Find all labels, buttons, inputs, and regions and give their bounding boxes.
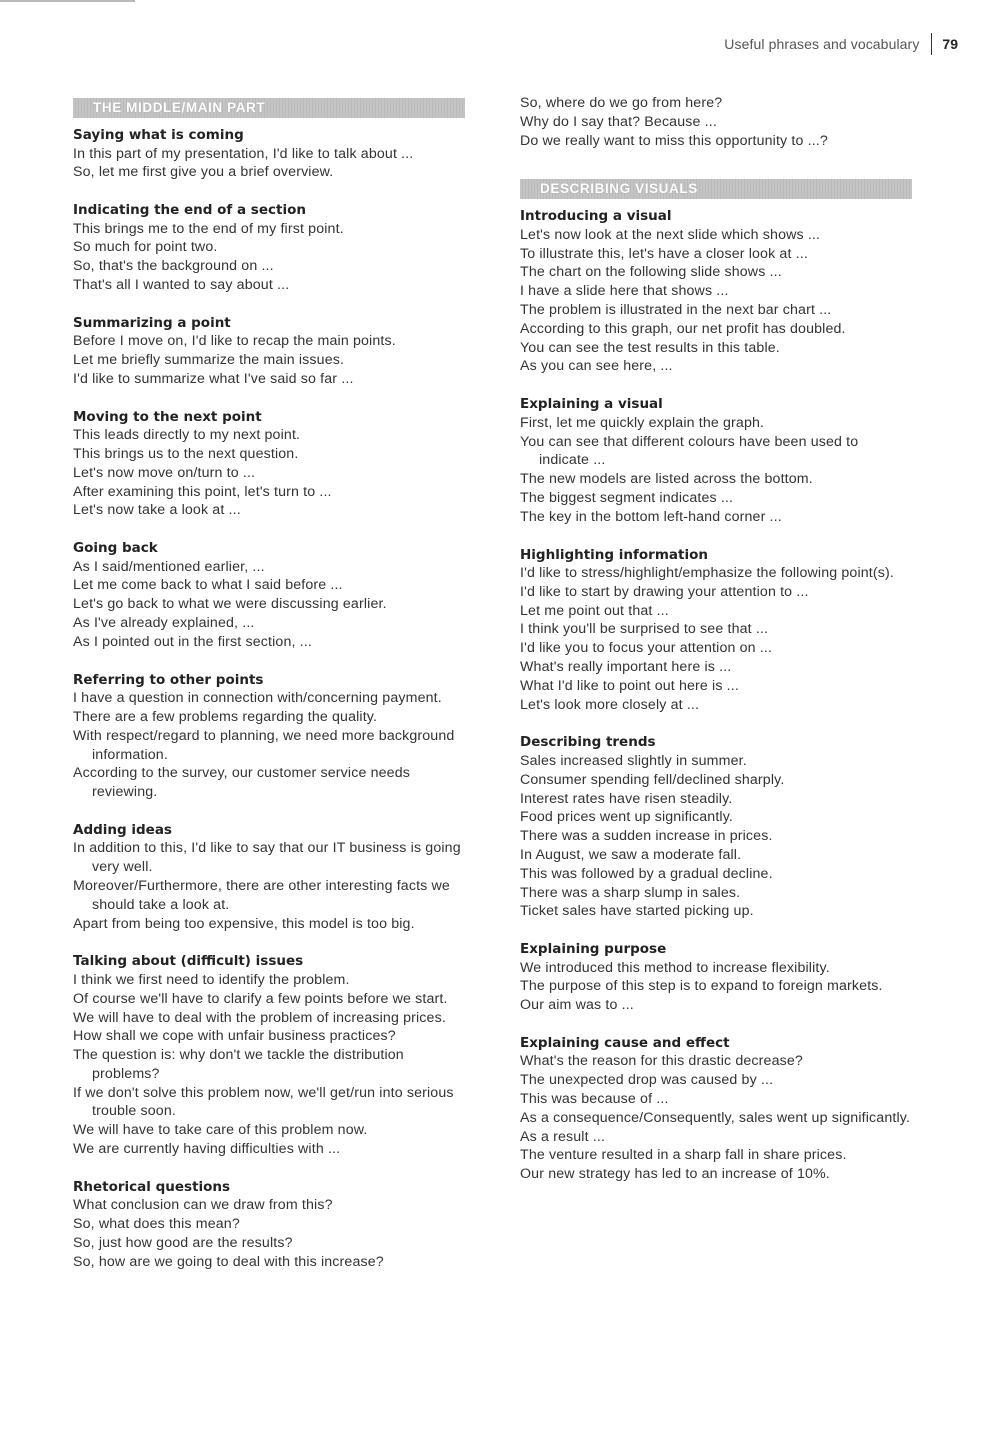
phrase-line: First, let me quickly explain the graph. (520, 414, 765, 431)
phrase-line: Food prices went up significantly. (520, 809, 734, 826)
phrase-line: There was a sharp slump in sales. (520, 884, 741, 901)
phrase-line: This was because of ... (520, 1091, 669, 1108)
phrase-list (73, 220, 465, 295)
phrase-line: Do we really want to miss this opportunity to ...? (520, 132, 828, 149)
phrase-group-title: Going back (73, 540, 158, 557)
phrase-group-title: Summarizing a point (73, 314, 231, 331)
phrase-line: What conclusion can we draw from this? (73, 1197, 333, 1214)
phrase-list (73, 839, 465, 933)
phrase-line: So, let me first give you a brief overview. (73, 164, 334, 181)
phrase-line: I have a slide here that shows ... (520, 283, 729, 300)
phrase-group (520, 207, 912, 376)
phrase-line: There are a few problems regarding the quality. (73, 708, 378, 725)
phrase-line: You can see the test results in this table. (520, 339, 780, 356)
phrase-line: I think you'll be surprised to see that ... (520, 621, 769, 638)
phrase-line: Let's now move on/turn to ... (73, 464, 256, 481)
phrase-line: The question is: why don't we tackle the distribution problems? (73, 1047, 404, 1082)
phrase-list (73, 1196, 465, 1271)
phrase-line: This leads directly to my next point. (73, 427, 301, 444)
phrase-line: Apart from being too expensive, this model is too big. (73, 915, 415, 932)
phrase-group (73, 408, 465, 520)
phrase-line: The venture resulted in a sharp fall in share prices. (520, 1147, 847, 1164)
phrase-line: The key in the bottom left-hand corner ... (520, 508, 782, 525)
phrase-line: I'd like you to focus your attention on ... (520, 640, 773, 657)
phrase-line: What's really important here is ... (520, 659, 732, 676)
phrase-line: With respect/regard to planning, we need more background information. (73, 727, 455, 763)
phrase-line: Our aim was to ... (520, 997, 634, 1014)
phrase-line: Let's now take a look at ... (73, 502, 241, 519)
phrase-group-title: Talking about (difficult) issues (73, 953, 304, 970)
phrase-group (520, 546, 912, 715)
phrase-list (73, 332, 465, 388)
phrase-group-title: Referring to other points (73, 671, 264, 688)
phrase-list (520, 414, 912, 527)
phrase-line: Interest rates have risen steadily. (520, 790, 733, 807)
phrase-group (73, 821, 465, 933)
top-rule (0, 0, 135, 2)
phrase-line: Consumer spending fell/declined sharply. (520, 771, 785, 788)
phrase-line: Let me come back to what I said before ... (73, 577, 343, 594)
phrase-line: You can see that different colours have been used to indicate ... (520, 433, 859, 469)
phrase-line: Why do I say that? Because ... (520, 113, 717, 130)
right-phrase-groups (520, 207, 912, 1184)
phrase-group (73, 126, 465, 182)
phrase-list (520, 752, 912, 921)
phrase-group (520, 733, 912, 921)
phrase-group (520, 1034, 912, 1184)
right-column (520, 95, 912, 1184)
phrase-line: After examining this point, let's turn to ... (73, 483, 332, 500)
phrase-line: Ticket sales have started picking up. (520, 903, 754, 920)
phrase-group (73, 952, 465, 1158)
right-intro-lines (520, 94, 912, 150)
phrase-line: As I've already explained, ... (73, 615, 255, 632)
phrase-group (73, 1178, 465, 1272)
phrase-line: I'd like to start by drawing your attention to ... (520, 583, 809, 600)
phrase-line: I'd like to summarize what I've said so far ... (73, 370, 354, 387)
phrase-line: So, just how good are the results? (73, 1234, 293, 1251)
phrase-line: As I pointed out in the first section, ... (73, 633, 312, 650)
phrase-group-title: Describing trends (520, 734, 656, 751)
phrase-line: What I'd like to point out here is ... (520, 677, 739, 694)
phrase-list (73, 145, 465, 183)
phrase-line: According to this graph, our net profit has doubled. (520, 320, 846, 337)
phrase-list (73, 426, 465, 520)
phrase-line: So, how are we going to deal with this increase? (73, 1253, 384, 1270)
phrase-line: We will have to take care of this problem now. (73, 1122, 368, 1139)
phrase-list (73, 689, 465, 802)
phrase-line: Let's look more closely at ... (520, 696, 700, 713)
phrase-line: Before I move on, I'd like to recap the main points. (73, 333, 396, 350)
phrase-line: If we don't solve this problem now, we'll get/run into serious trouble soon. (73, 1084, 454, 1120)
phrase-line: Let's now look at the next slide which shows ... (520, 226, 821, 243)
phrase-line: In August, we saw a moderate fall. (520, 846, 742, 863)
section-heading-main-part: THE MIDDLE/MAIN PART (73, 98, 465, 118)
phrase-line: Of course we'll have to clarify a few points before we start. (73, 990, 448, 1007)
phrase-line: How shall we cope with unfair business practices? (73, 1028, 396, 1045)
phrase-line: Our new strategy has led to an increase of 10%. (520, 1166, 830, 1183)
phrase-line: In addition to this, I'd like to say that our IT business is going very well. (73, 840, 461, 876)
phrase-group (73, 201, 465, 295)
phrase-line: Let me point out that ... (520, 602, 669, 619)
phrase-line: So, what does this mean? (73, 1216, 240, 1233)
running-header (724, 33, 958, 55)
phrase-line: As you can see here, ... (520, 358, 673, 375)
phrase-line: To illustrate this, let's have a closer look at ... (520, 245, 808, 262)
page-number: 79 (942, 36, 958, 52)
left-column (73, 98, 465, 1272)
phrase-line: The problem is illustrated in the next bar chart ... (520, 302, 832, 319)
phrase-group (73, 671, 465, 802)
phrase-line: The unexpected drop was caused by ... (520, 1072, 774, 1089)
phrase-line: This was followed by a gradual decline. (520, 865, 773, 882)
phrase-line: Let me briefly summarize the main issues. (73, 352, 345, 369)
left-phrase-groups (73, 126, 465, 1272)
phrase-group (520, 940, 912, 1015)
phrase-list (520, 564, 912, 714)
phrase-group-title: Adding ideas (73, 821, 172, 838)
phrase-group-title: Highlighting information (520, 546, 708, 563)
phrase-list (520, 226, 912, 376)
phrase-line: As I said/mentioned earlier, ... (73, 558, 265, 575)
phrase-line: According to the survey, our customer service needs reviewing. (73, 765, 411, 801)
phrase-group-title: Indicating the end of a section (73, 202, 306, 219)
phrase-line: What's the reason for this drastic decrease? (520, 1053, 803, 1070)
phrase-group-title: Introducing a visual (520, 208, 672, 225)
section-heading-describing-visuals: DESCRIBING VISUALS (520, 179, 912, 199)
phrase-list (520, 959, 912, 1015)
phrase-line: So much for point two. (73, 239, 218, 256)
phrase-line: The purpose of this step is to expand to foreign markets. (520, 978, 883, 995)
phrase-group-title: Rhetorical questions (73, 1178, 231, 1195)
phrase-line: In this part of my presentation, I'd like to talk about ... (73, 145, 414, 162)
phrase-line: Moreover/Furthermore, there are other interesting facts we should take a look at. (73, 878, 450, 913)
phrase-group (73, 314, 465, 389)
phrase-line: As a consequence/Consequently, sales went up significantly. (520, 1109, 911, 1126)
phrase-line: Sales increased slightly in summer. (520, 752, 747, 769)
phrase-line: The biggest segment indicates ... (520, 489, 734, 506)
phrase-line: We will have to deal with the problem of increasing prices. (73, 1009, 446, 1026)
phrase-line: Let's go back to what we were discussing earlier. (73, 596, 387, 613)
section-title: Useful phrases and vocabulary (724, 36, 920, 52)
phrase-group (73, 539, 465, 651)
phrase-line: We introduced this method to increase flexibility. (520, 959, 830, 976)
phrase-line: We are currently having difficulties with ... (73, 1141, 341, 1158)
phrase-list (73, 558, 465, 652)
phrase-group-title: Explaining a visual (520, 396, 663, 413)
phrase-line: This brings us to the next question. (73, 445, 299, 462)
phrase-line: As a result ... (520, 1128, 606, 1145)
phrase-group-title: Saying what is coming (73, 127, 244, 143)
phrase-line: The chart on the following slide shows ... (520, 264, 782, 281)
phrase-group-title: Moving to the next point (73, 408, 262, 425)
phrase-line: So, that's the background on ... (73, 258, 274, 275)
phrase-group-title: Explaining cause and effect (520, 1034, 730, 1051)
phrase-line: I think we first need to identify the problem. (73, 971, 350, 988)
header-divider (931, 33, 932, 55)
phrase-line: The new models are listed across the bottom. (520, 471, 813, 488)
phrase-line: So, where do we go from here? (520, 95, 723, 111)
phrase-line: There was a sudden increase in prices. (520, 828, 773, 845)
phrase-list (73, 971, 465, 1159)
phrase-line: I'd like to stress/highlight/emphasize the following point(s). (520, 565, 894, 582)
phrase-line: I have a question in connection with/concerning payment. (73, 690, 442, 707)
phrase-line: This brings me to the end of my first point. (73, 220, 344, 237)
phrase-line: That's all I wanted to say about ... (73, 276, 290, 293)
phrase-list (520, 1052, 912, 1184)
phrase-group-title: Explaining purpose (520, 941, 667, 958)
phrase-group (520, 395, 912, 526)
